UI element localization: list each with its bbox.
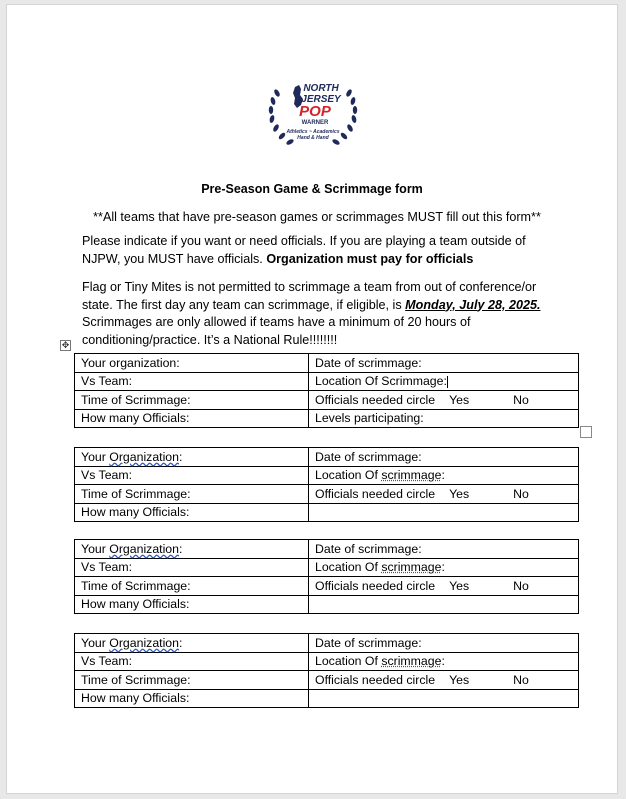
org-label-a: Your — [81, 449, 110, 464]
how-many-officials-cell[interactable]: How many Officials: — [75, 503, 309, 522]
no-option[interactable]: No — [513, 672, 529, 687]
location-cell[interactable] — [309, 466, 579, 485]
location-label-b: scrimmage — [381, 468, 442, 483]
location-label-c: : — [441, 560, 445, 575]
empty-cell[interactable] — [309, 595, 579, 614]
north-jersey-pop-warner-logo — [263, 73, 363, 153]
table-row — [75, 354, 579, 373]
vs-team-cell[interactable]: Vs Team: — [75, 372, 309, 391]
org-label-b: Organization — [109, 541, 179, 556]
logo-tagline-2: Hand & Hand — [297, 135, 329, 141]
table-row — [75, 540, 579, 559]
table-row — [75, 409, 579, 428]
scrimmage-table-2[interactable] — [74, 447, 579, 522]
rules-text-2: Scrimmages are only allowed if teams have a minimum of 20 hours of conditioning/practice. It’s a National Rule!!!!!!!! — [82, 315, 471, 347]
table-row — [75, 689, 579, 708]
date-cell[interactable]: Date of scrimmage: — [309, 448, 579, 467]
location-label-c: : — [441, 654, 445, 669]
table-row — [75, 391, 579, 410]
levels-cell[interactable]: Levels participating: — [309, 409, 579, 428]
table-row — [75, 503, 579, 522]
officials-needed-cell[interactable] — [309, 485, 579, 504]
date-cell[interactable]: Date of scrimmage: — [309, 540, 579, 559]
officials-needed-label: Officials needed circle — [315, 486, 436, 501]
scrimmage-table-1[interactable] — [74, 353, 579, 428]
officials-needed-cell[interactable] — [309, 671, 579, 690]
no-option[interactable]: No — [513, 486, 529, 501]
time-cell[interactable]: Time of Scrimmage: — [75, 485, 309, 504]
how-many-officials-cell[interactable]: How many Officials: — [75, 409, 309, 428]
org-cell[interactable] — [75, 634, 309, 653]
yes-option[interactable]: Yes — [449, 486, 470, 501]
table-row — [75, 595, 579, 614]
officials-needed-cell[interactable] — [309, 391, 579, 410]
table-row — [75, 634, 579, 653]
no-option[interactable]: No — [513, 392, 529, 407]
yes-option[interactable]: Yes — [449, 392, 470, 407]
location-label-a: Location Of — [315, 468, 382, 483]
scrimmage-table-4[interactable] — [74, 633, 579, 708]
date-cell[interactable]: Date of scrimmage: — [309, 354, 579, 373]
how-many-officials-cell[interactable]: How many Officials: — [75, 689, 309, 708]
officials-needed-cell[interactable] — [309, 577, 579, 596]
yes-option[interactable]: Yes — [449, 578, 470, 593]
rules-date: Monday, July 28, 2025. — [405, 297, 541, 312]
table-row — [75, 652, 579, 671]
logo-text-pop: POP — [299, 103, 331, 120]
officials-needed-label: Officials needed circle — [315, 672, 436, 687]
table-row — [75, 466, 579, 485]
vs-team-cell[interactable]: Vs Team: — [75, 466, 309, 485]
vs-team-cell[interactable]: Vs Team: — [75, 558, 309, 577]
how-many-officials-cell[interactable]: How many Officials: — [75, 595, 309, 614]
officials-paragraph — [82, 233, 552, 268]
table-row — [75, 558, 579, 577]
org-label-b: Organization — [109, 449, 179, 464]
rules-paragraph — [82, 279, 552, 349]
org-cell[interactable] — [75, 448, 309, 467]
logo-text-warner: WARNER — [301, 120, 329, 126]
org-cell[interactable]: Your organization: — [75, 354, 309, 373]
location-cell[interactable] — [309, 558, 579, 577]
rules-text-1: Flag or Tiny Mites is not permitted to scrimmage a team from out of conference/or state. The first day any team can scrimmage, if eligible, is — [82, 280, 537, 312]
vs-team-cell[interactable]: Vs Team: — [75, 652, 309, 671]
empty-cell[interactable] — [309, 689, 579, 708]
location-label-b: scrimmage — [381, 654, 442, 669]
table-row — [75, 671, 579, 690]
org-label-a: Your — [81, 541, 110, 556]
table-move-handle-icon[interactable]: ✥ — [61, 340, 70, 350]
table-row — [75, 448, 579, 467]
org-label-a: Your — [81, 635, 110, 650]
org-label-b: Organization — [109, 635, 179, 650]
table-row — [75, 485, 579, 504]
scrimmage-table-3[interactable] — [74, 539, 579, 614]
yes-option[interactable]: Yes — [449, 672, 470, 687]
org-label-c: : — [179, 635, 183, 650]
officials-text: Please indicate if you want or need officials. If you are playing a team outside of NJPW, you MUST have officials. — [82, 234, 526, 266]
org-label-c: : — [179, 449, 183, 464]
org-cell[interactable] — [75, 540, 309, 559]
location-cell[interactable] — [309, 372, 579, 391]
table-row — [75, 577, 579, 596]
time-cell[interactable]: Time of Scrimmage: — [75, 391, 309, 410]
org-label-c: : — [179, 541, 183, 556]
officials-needed-label: Officials needed circle — [315, 578, 436, 593]
table-row — [75, 372, 579, 391]
location-label-b: scrimmage — [381, 560, 442, 575]
location-label-a: Location Of — [315, 560, 382, 575]
notice-paragraph: **All teams that have pre-season games or scrimmages MUST fill out this form** — [93, 210, 541, 224]
location-label: Location Of Scrimmage: — [315, 374, 447, 389]
time-cell[interactable]: Time of Scrimmage: — [75, 671, 309, 690]
officials-bold-text: Organization must pay for officials — [266, 251, 474, 266]
date-cell[interactable]: Date of scrimmage: — [309, 634, 579, 653]
logo-text-jersey: JERSEY — [301, 94, 341, 105]
location-label-a: Location Of — [315, 654, 382, 669]
logo-text-north: NORTH — [303, 83, 339, 94]
no-option[interactable]: No — [513, 578, 529, 593]
empty-cell[interactable] — [309, 503, 579, 522]
location-cell[interactable] — [309, 652, 579, 671]
officials-needed-label: Officials needed circle — [315, 392, 436, 407]
logo-tagline-1: Athletics ~ Academics — [286, 129, 340, 135]
time-cell[interactable]: Time of Scrimmage: — [75, 577, 309, 596]
text-cursor — [447, 376, 448, 388]
table-resize-handle-icon[interactable] — [580, 426, 592, 438]
location-label-c: : — [441, 468, 445, 483]
form-title: Pre-Season Game & Scrimmage form — [201, 182, 423, 196]
